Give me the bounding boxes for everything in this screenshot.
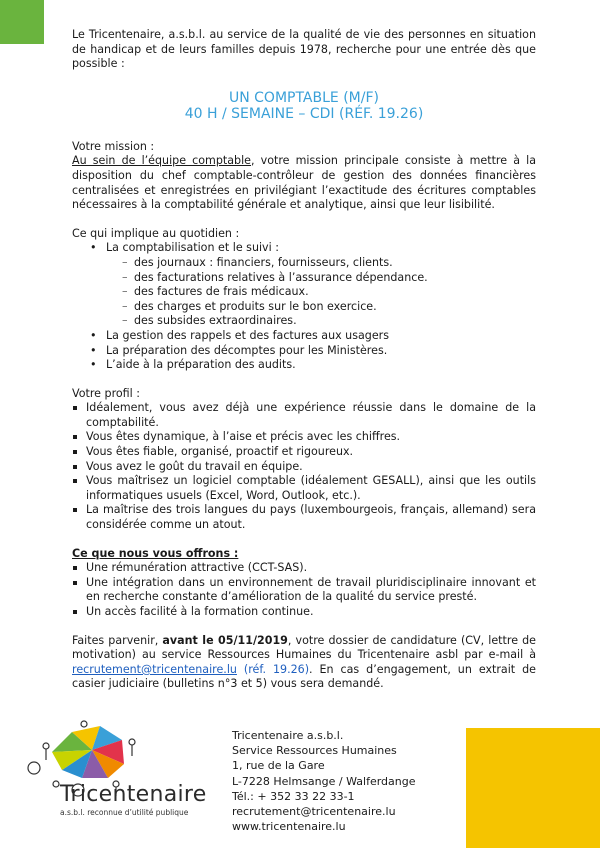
list-item: Idéalement, vous avez déjà une expérience réussie dans le domaine de la comptabilité.	[72, 401, 536, 430]
list-item	[90, 241, 536, 329]
job-title: UN COMPTABLE (M/F)	[228, 89, 379, 106]
list-item: Vous avez le goût du travail en équipe.	[72, 460, 536, 475]
mission-text	[72, 154, 536, 212]
contact-department: Service Ressources Humaines	[232, 744, 397, 758]
list-item-text: La comptabilisation et le suivi :	[106, 241, 279, 255]
offer-list	[72, 561, 536, 619]
apply-ref: (réf. 19.26)	[236, 662, 310, 676]
list-item: Vous êtes fiable, organisé, proactif et rigoureux.	[72, 445, 536, 460]
list-item: La maîtrise des trois langues du pays (luxembourgeois, français, allemand) sera considérée comme un atout.	[72, 503, 536, 532]
list-item: Vous êtes dynamique, à l’aise et précis avec les chiffres.	[72, 430, 536, 445]
job-offer-body	[72, 28, 536, 692]
list-item: Une rémunération attractive (CCT-SAS).	[72, 561, 536, 576]
mission-lead: Au sein de l’équipe comptable	[72, 154, 251, 168]
contact-phone: Tél.: + 352 33 22 33-1	[232, 789, 355, 803]
contact-email[interactable]: recrutement@tricentenaire.lu	[232, 805, 396, 819]
contact-street: 1, rue de la Gare	[232, 759, 325, 773]
offer-heading: Ce que nous vous offrons :	[72, 546, 239, 560]
list-item: • La préparation des décomptes pour les Ministères.	[90, 344, 536, 359]
profile-list	[72, 401, 536, 532]
sub-list-item: – des charges et produits sur le bon exercice.	[122, 300, 536, 315]
yellow-corner-block	[466, 728, 600, 848]
sub-list-item: – des journaux : financiers, fournisseurs, clients.	[122, 256, 536, 271]
contact-org: Tricentenaire a.s.b.l.	[232, 729, 344, 742]
daily-heading: Ce qui implique au quotidien :	[72, 226, 240, 240]
contact-city: L-7228 Helmsange / Walferdange	[232, 774, 416, 788]
mission-body: , votre mission principale consiste à mettre à la disposition du chef comptable-contrôleur de gestion des données financières centralisées et enregistrées en privilégiant l’exactitude des écritures comptables nécessaires à la comptabilité générale et analytique, ainsi que leur lisibilité.	[72, 154, 536, 212]
apply-part2: , votre dossier de candidature (CV, lettre de motivation) au service Ressources Humaines du Tricentenaire asbl par e-mail à	[72, 633, 536, 662]
sub-list	[122, 256, 536, 329]
apply-deadline: avant le 05/11/2019	[162, 633, 288, 647]
apply-part3: . En cas d’engagement, un extrait de casier judiciaire (bulletins n°3 et 5) vous sera demandé.	[72, 662, 536, 691]
contact-website[interactable]: www.tricentenaire.lu	[232, 820, 346, 834]
logo-tagline: a.s.b.l. reconnue d’utilité publique	[60, 808, 189, 817]
profile-heading: Votre profil :	[72, 386, 141, 400]
list-item: • L’aide à la préparation des audits.	[90, 358, 536, 373]
list-item: Un accès facilité à la formation continue.	[72, 605, 536, 620]
intro-text: Le Tricentenaire, a.s.b.l. au service de la qualité de vie des personnes en situation de handicap et de leurs familles depuis 1978, recherche pour une entrée dès que possible :	[72, 28, 536, 71]
sub-list-item: – des facturations relatives à l’assurance dépendance.	[122, 271, 536, 286]
apply-text	[72, 634, 536, 692]
list-item: • La gestion des rappels et des factures aux usagers	[90, 329, 536, 344]
list-item: Vous maîtrisez un logiciel comptable (idéalement GESALL), ainsi que les outils informatiques usuels (Excel, Word, Outlook, etc.).	[72, 474, 536, 503]
sub-list-item: – des factures de frais médicaux.	[122, 285, 536, 300]
email-link[interactable]: recrutement@tricentenaire.lu	[72, 662, 237, 676]
daily-list	[90, 241, 536, 372]
logo-wordmark: Tricentenaire	[60, 782, 207, 807]
mission-heading: Votre mission :	[72, 139, 155, 153]
contact-block	[232, 728, 415, 834]
apply-part1: Faites parvenir,	[72, 633, 163, 647]
job-subtitle: 40 H / SEMAINE – CDI (RÉF. 19.26)	[184, 105, 424, 122]
list-item: Une intégration dans un environnement de travail pluridisciplinaire innovant et en recherche constante d’amélioration de la qualité du service presté.	[72, 576, 536, 605]
green-corner-square	[0, 0, 44, 44]
sub-list-item: – des subsides extraordinaires.	[122, 314, 536, 329]
